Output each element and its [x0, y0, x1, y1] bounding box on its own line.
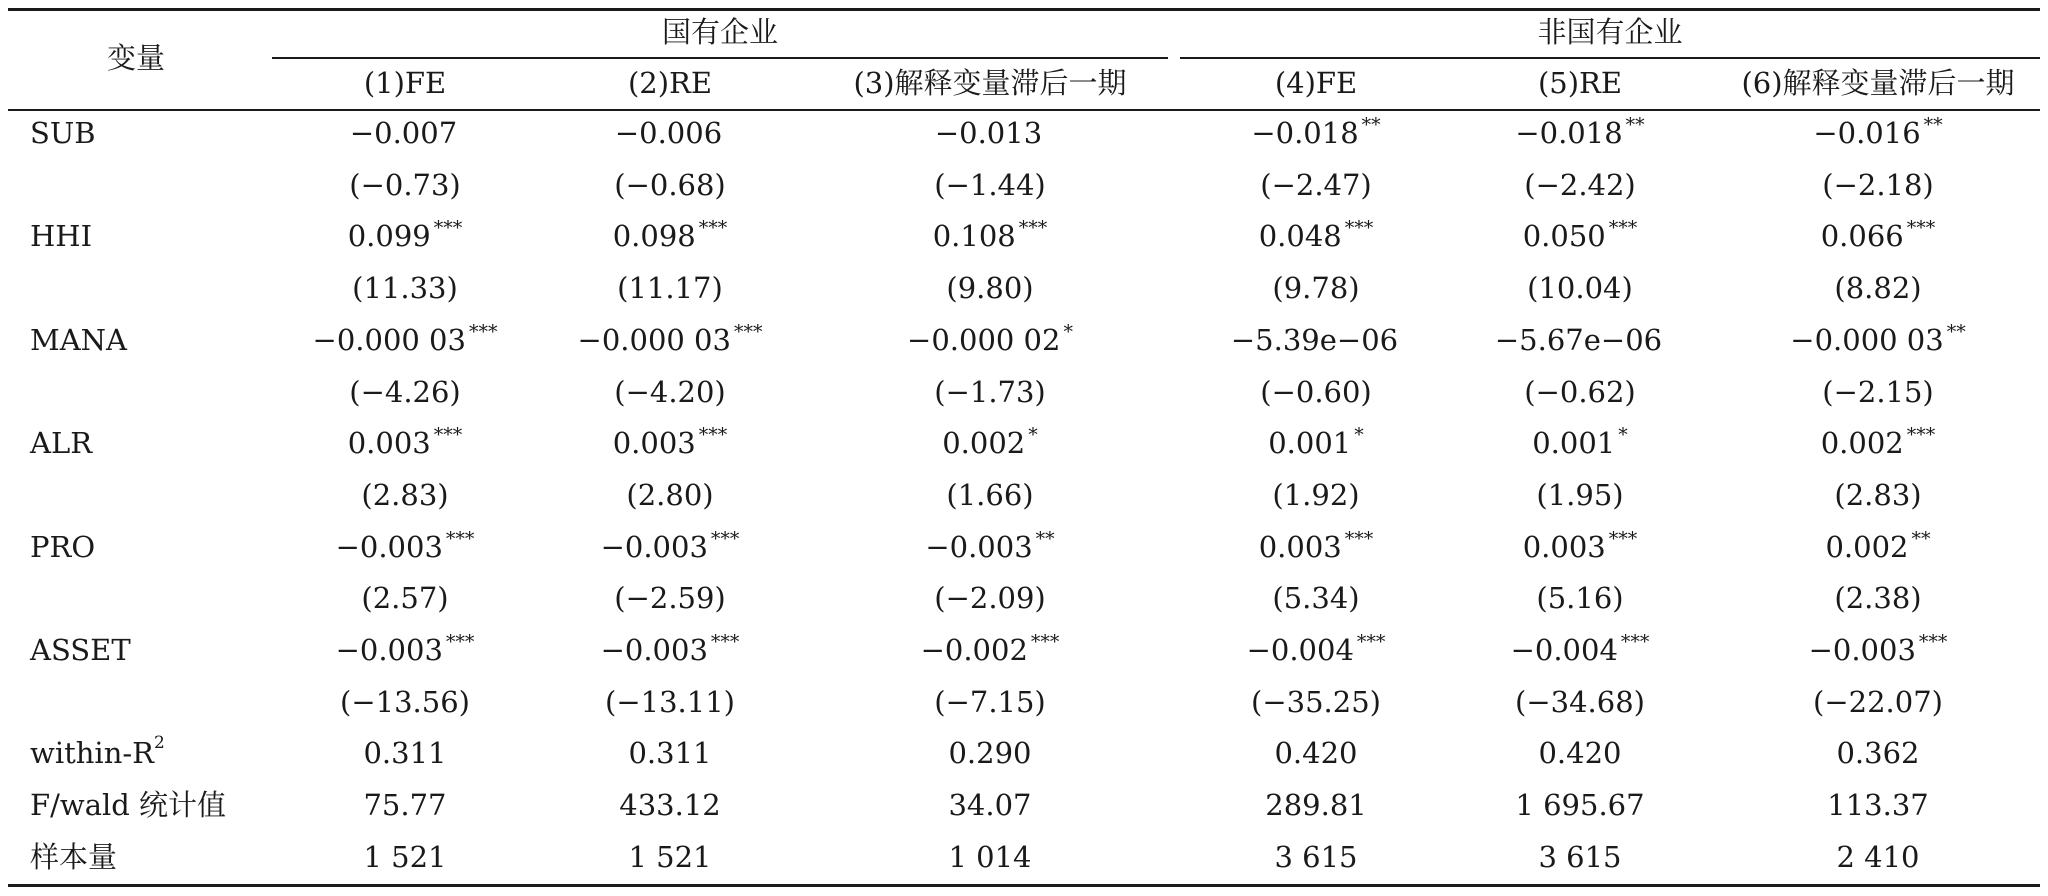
coefficient-value: −0.003 [1808, 633, 1916, 667]
t-statistic-cell: (−2.09) [934, 581, 1046, 616]
stat-row-label-text: 样本量 [30, 839, 118, 874]
coefficient-value: −0.006 [614, 116, 723, 150]
t-statistic-cell: (−2.18) [1822, 167, 1934, 202]
stat-value-cell: 2 410 [1836, 839, 1920, 874]
top-rule [8, 8, 2040, 11]
t-statistic-cell: (2.80) [626, 477, 714, 512]
bottom-rule [8, 884, 2040, 887]
t-statistic-cell: (−0.68) [614, 167, 726, 202]
column-header-6: (6)解释变量滞后一期 [1741, 66, 2015, 100]
significance-stars: *** [445, 631, 475, 653]
stat-value-cell: 0.420 [1274, 736, 1358, 771]
coefficient-cell [925, 527, 1055, 564]
coefficient-value: 0.003 [1258, 529, 1342, 564]
coefficient-value: 0.108 [932, 219, 1016, 254]
coefficient-value: −0.018 [1515, 116, 1623, 150]
coefficient-value: −0.013 [934, 116, 1043, 150]
t-statistic-cell: (9.80) [946, 271, 1034, 306]
coefficient-cell [1246, 631, 1386, 667]
significance-stars: ** [1361, 114, 1381, 136]
coefficient-value: 0.048 [1258, 219, 1342, 254]
significance-stars: *** [1030, 631, 1060, 653]
significance-stars: ** [1035, 527, 1055, 550]
coefficient-value: −0.003 [600, 633, 708, 667]
coefficient-value: 0.003 [347, 426, 431, 461]
coefficient-cell [1522, 527, 1638, 564]
significance-stars: ** [1923, 114, 1943, 136]
stat-row-label-text: F/wald 统计值 [30, 788, 227, 823]
coefficient-value: −0.002 [920, 633, 1028, 667]
t-statistic-cell: (−22.07) [1813, 684, 1943, 719]
coefficient-value: 0.002 [942, 426, 1026, 461]
stat-value-cell: 0.420 [1538, 736, 1622, 771]
coefficient-value: −0.004 [1510, 633, 1618, 667]
coefficient-cell [1251, 114, 1381, 150]
column-header-4: (4)FE [1274, 66, 1358, 100]
coefficient-cell [1522, 217, 1638, 254]
t-statistic-cell: (2.83) [1834, 477, 1922, 512]
stat-value-cell: 0.311 [363, 736, 447, 771]
coefficient-cell [1820, 424, 1936, 461]
significance-stars: ** [1911, 527, 1931, 550]
coefficient-cell [1813, 114, 1943, 150]
coefficient-cell [1808, 631, 1948, 667]
t-statistic-cell: (2.38) [1834, 581, 1922, 616]
coefficient-cell [942, 424, 1038, 461]
significance-stars: *** [1344, 527, 1374, 550]
significance-stars: ** [1625, 114, 1645, 136]
t-statistic-cell: (−0.62) [1524, 374, 1636, 409]
coefficient-value: −0.000 03 [1790, 322, 1944, 357]
t-statistic-cell: (1.92) [1272, 477, 1360, 512]
t-statistic-cell: (−13.56) [340, 684, 470, 719]
coefficient-cell [1510, 631, 1650, 667]
t-statistic-cell: (9.78) [1272, 271, 1360, 306]
coefficient-value: 0.001 [1532, 426, 1616, 461]
significance-stars: *** [1018, 217, 1048, 240]
significance-stars: *** [433, 424, 463, 447]
t-statistic-cell: (−1.44) [934, 167, 1046, 202]
coefficient-value: −0.003 [925, 529, 1033, 564]
coefficient-value: −0.003 [335, 633, 443, 667]
coefficient-value: −0.007 [349, 116, 458, 150]
significance-stars: *** [698, 424, 728, 447]
t-statistic-cell: (−13.11) [605, 684, 735, 719]
coefficient-value: 0.003 [1522, 529, 1606, 564]
significance-stars: *** [1608, 217, 1638, 240]
coefficient-value: −0.000 03 [312, 322, 466, 357]
significance-stars: *** [733, 320, 763, 343]
stat-value-cell: 0.362 [1836, 736, 1920, 771]
significance-stars: *** [1906, 217, 1936, 240]
nonsoe-group-header: 非国有企业 [1537, 15, 1683, 49]
column-header-2: (2)RE [627, 66, 713, 100]
coefficient-cell [600, 631, 740, 667]
t-statistic-cell: (−2.47) [1260, 167, 1372, 202]
t-statistic-cell: (−2.59) [614, 581, 726, 616]
t-statistic-cell: (5.34) [1272, 581, 1360, 616]
coefficient-cell [1515, 114, 1645, 150]
header-bottom-rule [8, 109, 2040, 111]
coefficient-value: 0.002 [1825, 529, 1909, 564]
nonsoe-group-rule [1180, 57, 2040, 59]
coefficient-cell [1268, 424, 1364, 461]
coefficient-cell [612, 217, 728, 254]
stat-row-label [30, 788, 227, 823]
t-statistic-cell: (−2.42) [1524, 167, 1636, 202]
significance-stars: *** [1344, 217, 1374, 240]
t-statistic-cell: (−0.73) [349, 167, 461, 202]
coefficient-value: 0.050 [1522, 219, 1606, 254]
stat-row-label [30, 733, 165, 771]
coefficient-value: 0.066 [1820, 219, 1904, 254]
stat-value-cell: 75.77 [363, 788, 447, 823]
t-statistic-cell: (−0.60) [1260, 374, 1372, 409]
coefficient-value: −5.39e−06 [1230, 322, 1399, 357]
coefficient-cell [347, 217, 463, 254]
significance-stars: *** [468, 320, 498, 343]
significance-stars: *** [1906, 424, 1936, 447]
coefficient-cell [614, 116, 725, 150]
column-header-1: (1)FE [363, 66, 447, 100]
coefficient-cell [577, 320, 763, 357]
coefficient-value: −0.003 [335, 529, 443, 564]
significance-stars: *** [1918, 631, 1948, 653]
variable-column-header: 变量 [107, 41, 166, 75]
t-statistic-cell: (2.83) [361, 477, 449, 512]
stat-value-cell: 0.290 [948, 736, 1032, 771]
coefficient-value: 0.003 [612, 426, 696, 461]
t-statistic-cell: (11.33) [352, 271, 458, 306]
coefficient-value: −0.000 02 [907, 322, 1061, 357]
column-header-3: (3)解释变量滞后一期 [853, 66, 1127, 100]
significance-stars: *** [710, 527, 740, 550]
coefficient-cell [347, 424, 463, 461]
coefficient-cell [1820, 217, 1936, 254]
coefficient-cell [1258, 217, 1374, 254]
significance-stars: *** [710, 631, 740, 653]
significance-stars: *** [1608, 527, 1638, 550]
significance-stars: * [1618, 424, 1628, 447]
coefficient-cell [934, 116, 1045, 150]
coefficient-value: 0.002 [1820, 426, 1904, 461]
coefficient-cell [920, 631, 1060, 667]
significance-stars: *** [445, 527, 475, 550]
significance-stars: ** [1946, 320, 1966, 343]
stat-value-cell: 34.07 [948, 788, 1032, 823]
t-statistic-cell: (−7.15) [934, 684, 1046, 719]
t-statistic-cell: (1.66) [946, 477, 1034, 512]
significance-stars: *** [1356, 631, 1386, 653]
stat-value-cell: 0.311 [628, 736, 712, 771]
coefficient-cell [1825, 527, 1931, 564]
t-statistic-cell: (8.82) [1834, 271, 1922, 306]
coefficient-cell [349, 116, 460, 150]
stat-value-cell: 1 695.67 [1515, 788, 1645, 823]
coefficient-value: 0.099 [347, 219, 431, 254]
coefficient-cell [312, 320, 498, 357]
stat-value-cell: 433.12 [619, 788, 721, 823]
coefficient-cell [932, 217, 1048, 254]
t-statistic-cell: (11.17) [617, 271, 723, 306]
t-statistic-cell: (−1.73) [934, 374, 1046, 409]
coefficient-cell [1258, 527, 1374, 564]
stat-value-cell: 3 615 [1274, 839, 1358, 874]
stat-value-cell: 1 521 [363, 839, 447, 874]
significance-stars: * [1028, 424, 1038, 447]
stat-value-cell: 1 521 [628, 839, 712, 874]
stat-value-cell: 289.81 [1265, 788, 1367, 823]
coefficient-cell [600, 527, 740, 564]
coefficient-cell [612, 424, 728, 461]
coefficient-value: −0.003 [600, 529, 708, 564]
t-statistic-cell: (−34.68) [1515, 684, 1645, 719]
coefficient-value: −0.000 03 [577, 322, 731, 357]
coefficient-value: −0.004 [1246, 633, 1354, 667]
significance-stars: *** [698, 217, 728, 240]
row-label-mana: MANA [30, 322, 127, 357]
coefficient-cell [1532, 424, 1628, 461]
stat-row-label-text: within-R [30, 736, 155, 771]
coefficient-value: 0.098 [612, 219, 696, 254]
stat-row-label [30, 839, 118, 874]
coefficient-cell [335, 527, 475, 564]
row-label-pro: PRO [30, 529, 96, 564]
t-statistic-cell: (1.95) [1536, 477, 1624, 512]
column-header-5: (5)RE [1537, 66, 1623, 100]
significance-stars: *** [433, 217, 463, 240]
significance-stars: * [1063, 320, 1073, 343]
t-statistic-cell: (2.57) [361, 581, 449, 616]
t-statistic-cell: (10.04) [1527, 271, 1633, 306]
coefficient-value: −5.67e−06 [1494, 322, 1663, 357]
row-label-asset: ASSET [30, 633, 131, 667]
significance-stars: *** [1620, 631, 1650, 653]
t-statistic-cell: (−35.25) [1251, 684, 1381, 719]
t-statistic-cell: (−2.15) [1822, 374, 1934, 409]
coefficient-cell [335, 631, 475, 667]
t-statistic-cell: (−4.20) [614, 374, 726, 409]
row-label-hhi: HHI [30, 219, 93, 254]
coefficient-cell [907, 320, 1073, 357]
coefficient-cell [1790, 320, 1966, 357]
coefficient-value: 0.001 [1268, 426, 1352, 461]
row-label-alr: ALR [30, 426, 93, 461]
stat-value-cell: 3 615 [1538, 839, 1622, 874]
t-statistic-cell: (−4.26) [349, 374, 461, 409]
coefficient-value: −0.018 [1251, 116, 1359, 150]
coefficient-value: −0.016 [1813, 116, 1921, 150]
row-label-sub: SUB [30, 116, 96, 150]
coefficient-cell [1230, 322, 1401, 357]
soe-group-rule [272, 57, 1168, 59]
t-statistic-cell: (5.16) [1536, 581, 1624, 616]
soe-group-header: 国有企业 [661, 15, 779, 49]
superscript-two: 2 [154, 733, 165, 754]
stat-value-cell: 113.37 [1827, 788, 1929, 823]
stat-value-cell: 1 014 [948, 839, 1032, 874]
coefficient-cell [1494, 322, 1665, 357]
significance-stars: * [1354, 424, 1364, 447]
